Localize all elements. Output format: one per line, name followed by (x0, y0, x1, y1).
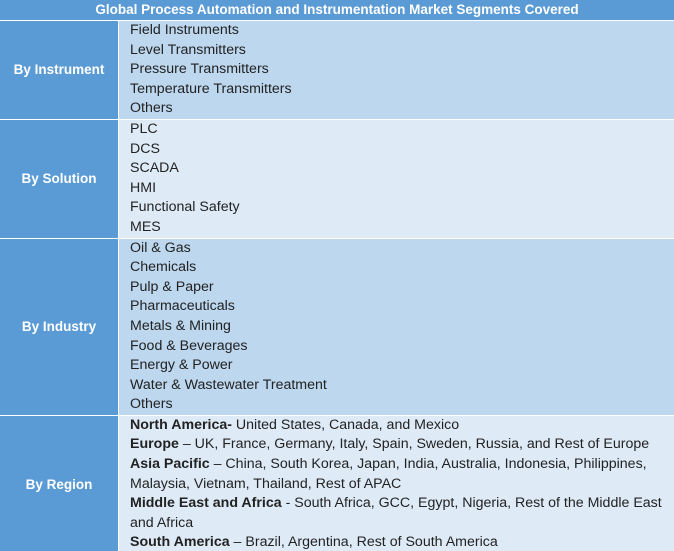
segment-solution (0, 120, 674, 239)
segment-label: By Region (0, 416, 119, 551)
list-item: Field Instruments (130, 22, 239, 38)
region-countries: – China, South Korea, Japan, India, Australia, Indonesia, Philippines, Malaysia, Vietnam, Thailand, Rest of APAC (130, 456, 647, 492)
segment-label: By Industry (0, 239, 119, 415)
list-item: Others (130, 100, 173, 117)
region-line (130, 416, 674, 436)
segment-items (119, 239, 674, 415)
list-item: MES (130, 218, 161, 235)
segment-label: By Instrument (0, 21, 119, 119)
list-item: Water & Wastewater Treatment (130, 376, 327, 393)
segment-items (119, 21, 674, 119)
table-title: Global Process Automation and Instrumentation Market Segments Covered (0, 0, 674, 21)
list-item: SCADA (130, 160, 179, 177)
list-item: Pressure Transmitters (130, 61, 269, 78)
region-name: South America (130, 534, 230, 551)
segment-label: By Solution (0, 120, 119, 238)
segment-items (119, 416, 674, 551)
region-countries: United States, Canada, and Mexico (231, 416, 460, 433)
region-name: North America- (130, 416, 232, 433)
list-item: Energy & Power (130, 357, 233, 374)
segment-industry (0, 239, 674, 416)
list-item: Functional Safety (130, 199, 240, 216)
list-item: Temperature Transmitters (130, 80, 292, 97)
list-item: Oil & Gas (130, 239, 191, 256)
list-item: Food & Beverages (130, 337, 248, 354)
region-line (130, 455, 674, 494)
region-countries: – Brazil, Argentina, Rest of South America (229, 534, 498, 551)
list-item: Pharmaceuticals (130, 298, 235, 315)
region-line (130, 494, 674, 533)
list-item: Metals & Mining (130, 317, 231, 334)
region-name: Asia Pacific (130, 456, 210, 473)
list-item: HMI (130, 179, 157, 196)
region-line (130, 533, 674, 551)
segment-region (0, 416, 674, 551)
list-item: Others (130, 396, 173, 413)
region-name: Middle East and Africa (130, 495, 282, 512)
segment-items (119, 120, 674, 238)
list-item: PLC (130, 120, 158, 137)
list-item: Level Transmitters (130, 41, 246, 58)
segment-instrument (0, 21, 674, 120)
region-countries: – UK, France, Germany, Italy, Spain, Sweden, Russia, and Rest of Europe (178, 436, 650, 453)
region-line (130, 435, 674, 455)
list-item: Chemicals (130, 259, 197, 276)
list-item: DCS (130, 140, 160, 157)
region-name: Europe (130, 436, 179, 453)
list-item: Pulp & Paper (130, 278, 214, 295)
region-countries: - South Africa, GCC, Egypt, Nigeria, Rest of the Middle East and Africa (130, 495, 662, 531)
